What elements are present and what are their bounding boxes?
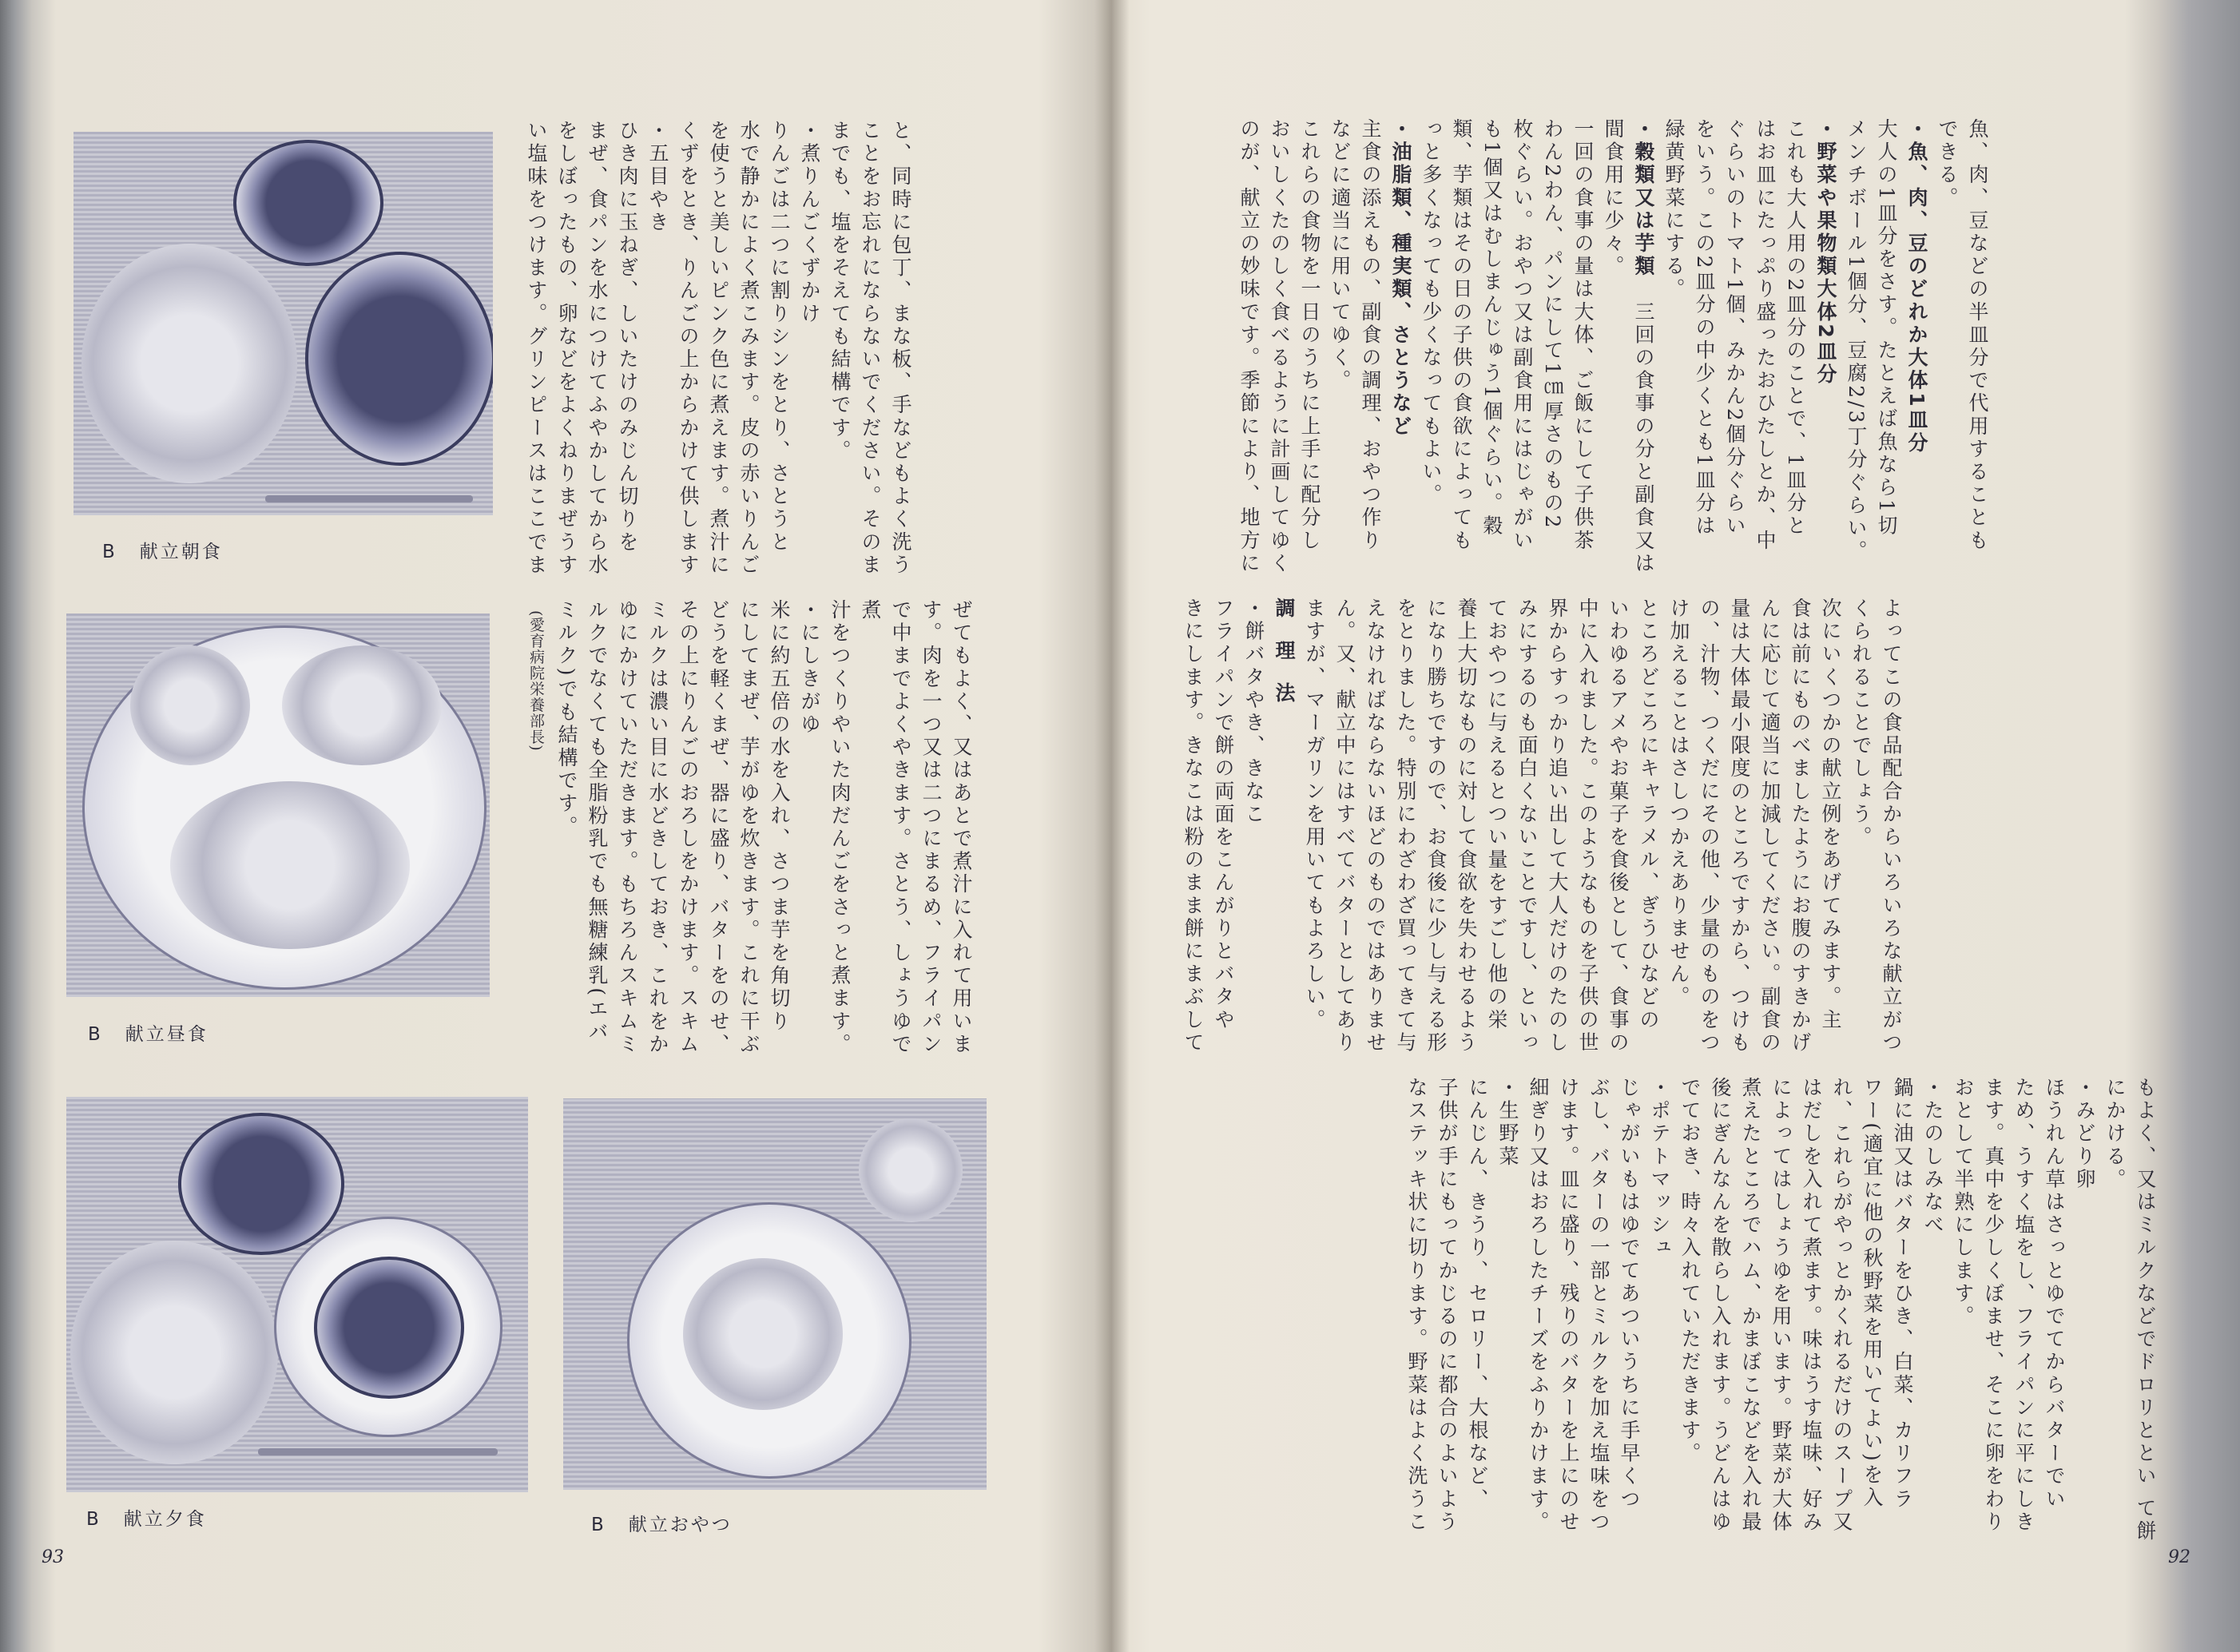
dinner-caption: B 献立夕食 <box>86 1509 207 1530</box>
right-page-number: 92 <box>2168 1547 2190 1567</box>
breakfast-caption: B 献立朝食 <box>102 542 223 562</box>
snack-photo <box>563 1098 987 1490</box>
right-body-column-c: もよく、又はミルクなどでドロリととい て餅 にかける。 ・みどり卵 ほうれん草はさっとゆでてからバターでい ため、うすく塩をし、フライパンに平にしき ます。真中を少しくぼませ、そこに卵をわり おとして半熟にします。 ・たのしみなべ 鍋に油又はバターをひき、白菜、カリフラ ワー(適宜に他の秋野菜を用いてよい)を入 れ、これらがやっとかくれるだけのスープ又 はだしを入れて煮ます。味はうす塩味、好み によってはしょうゆを用います。野菜が大体 煮えたところでハム、かまぼこなどを入れ最 後にぎんなんを散らし入れます。うどんはゆ でておき、時々入れていただきます。 ・ポテトマッシュ じゃがいもはゆでてあついうちに手早くつ ぶし、バターの一部とミルクを加え塩味をつ けます。皿に盛り、残りのバターを上にのせ 細ぎり又はおろしたチーズをふりかけます。 ・生野菜 にんじん、きうり、セロリー、大根など、 子供が手にもってかじるのに都合のよいよう なステッキ状に切ります。野菜はよく洗うこ <box>1405 1077 2157 1543</box>
left-page <box>32 0 1094 1652</box>
lunch-photo <box>66 614 490 997</box>
cooking-method-heading: 調理法 <box>1273 598 1296 725</box>
right-page <box>1130 0 2190 1652</box>
left-page-number: 93 <box>42 1547 64 1567</box>
book-gutter <box>1094 0 1130 1652</box>
right-body-column-b: よってこの食品配合からいろいろな献立がつ くられることでしょう。 次にいくつかの献立例をあげてみます。主 食は前にものべましたようにお腹のすきかげ んに応じて適当に加減してください。副食の 量は大体最小限度のところですから、つけも の、汁物、つくだにその他、少量のものをつ け加えることはさしつかえありません。 ところどころにキャラメル、ぎうひなどの いわゆるアメやお菓子を食後として、食事の 中に入れました。このようなものを子供の世 界からすっかり追い出して大人だけのたのし みにするのも面白くないことですし、といっ ておやつに与えるとつい量をすごし他の栄 養上大切なものに対して食欲を失わせるよう になり勝ちですので、お食後に少し与える形 をとりました。特別にわざわざ買ってきて与 えなければならないほどのものではありませ ん。又、献立中にはすべてバターとしてあり ますが、マーガリンを用いてもよろしい。 調理法 ・餅バタやき、きなこ フライパンで餅の両面をこんがりとバタや きにします。きなこは粉のまま餅にまぶして <box>1178 598 1906 1077</box>
dinner-photo <box>66 1097 528 1492</box>
right-body-column-a: 魚、肉、豆などの半皿分で代用することも できる。 ・魚、肉、豆のどれか大体1皿分 大人の1皿分をさす。たとえば魚なら1切 メンチボール1個分、豆腐2/3丁分ぐらい。 ・野菜や果物類大体2皿分 これも大人用の2皿分のことで、1皿分と はお皿にたっぷり盛ったおひたしとか、中 ぐらいのトマト1個、みかん2個分ぐらい をいう。この2皿分の中少くとも1皿分は 緑黄野菜にする。 ・穀類又は芋類 三回の食事の分と副食又は 間食用に少々。 一回の食事の量は大体、ご飯にして子供茶 わん2わん、パンにして1㎝厚さのもの2 枚ぐらい。おやつ又は副食用にはじゃがい も1個又はむしまんじゅう1個ぐらい。穀 類、芋類はその日の子供の食欲によっても っと多くなっても少くなってもよい。 ・油脂類、種実類、さとうなど 主食の添えもの、副食の調理、おやつ作り などに適当に用いてゆく。 これらの食物を一日のうちに上手に配分し おいしくたのしく食べるように計画してゆく のが、献立の妙味です。季節により、地方に <box>1237 118 1989 576</box>
lunch-caption: B 献立昼食 <box>88 1024 209 1045</box>
snack-caption: B 献立おやつ <box>591 1515 733 1535</box>
left-body-column-a: と、同時に包丁、まな板、手などもよく洗う ことをお忘れにならないでください。そのま までも、塩をそえても結構です。 ・煮りんごくずかけ りんごは二つに割りシンをとり、さとうと 水で静かによく煮こみます。皮の赤いりんご を使うと美しいピンク色に煮えます。煮汁に くずをとき、りんごの上からかけて供します ・五目やき ひき肉に玉ねぎ、しいたけのみじん切りを まぜ、食パンを水につけてふやかしてから水 をしぼったもの、卵などをよくねりまぜうす い塩味をつけます。グリンピースはここでま <box>525 120 912 577</box>
left-body-column-b: ぜてもよく、又はあとで煮汁に入れて用いま す。肉を一つ又は二つにまるめ、フライパン で中までよくやきます。さとう、しょうゆで煮 汁をつくりやいた肉だんごをさっと煮ます。 ・にしきがゆ 米に約五倍の水を入れ、さつま芋を角切り にしてまぜ、芋がゆを炊きます。これに干ぶ どうを軽くまぜ、器に盛り、バターをのせ、 その上にりんごのおろしをかけます。スキム ミルクは濃い目に水どきしておき、これをか ゆにかけていただきます。もちろんスキムミ ルクでなくても全脂粉乳でも無糖練乳(エバ ミルク)でも結構です。 (愛育病院栄養部長) <box>521 599 976 1078</box>
breakfast-photo <box>73 132 493 515</box>
author-credit: (愛育病院栄養部長) <box>527 610 545 752</box>
